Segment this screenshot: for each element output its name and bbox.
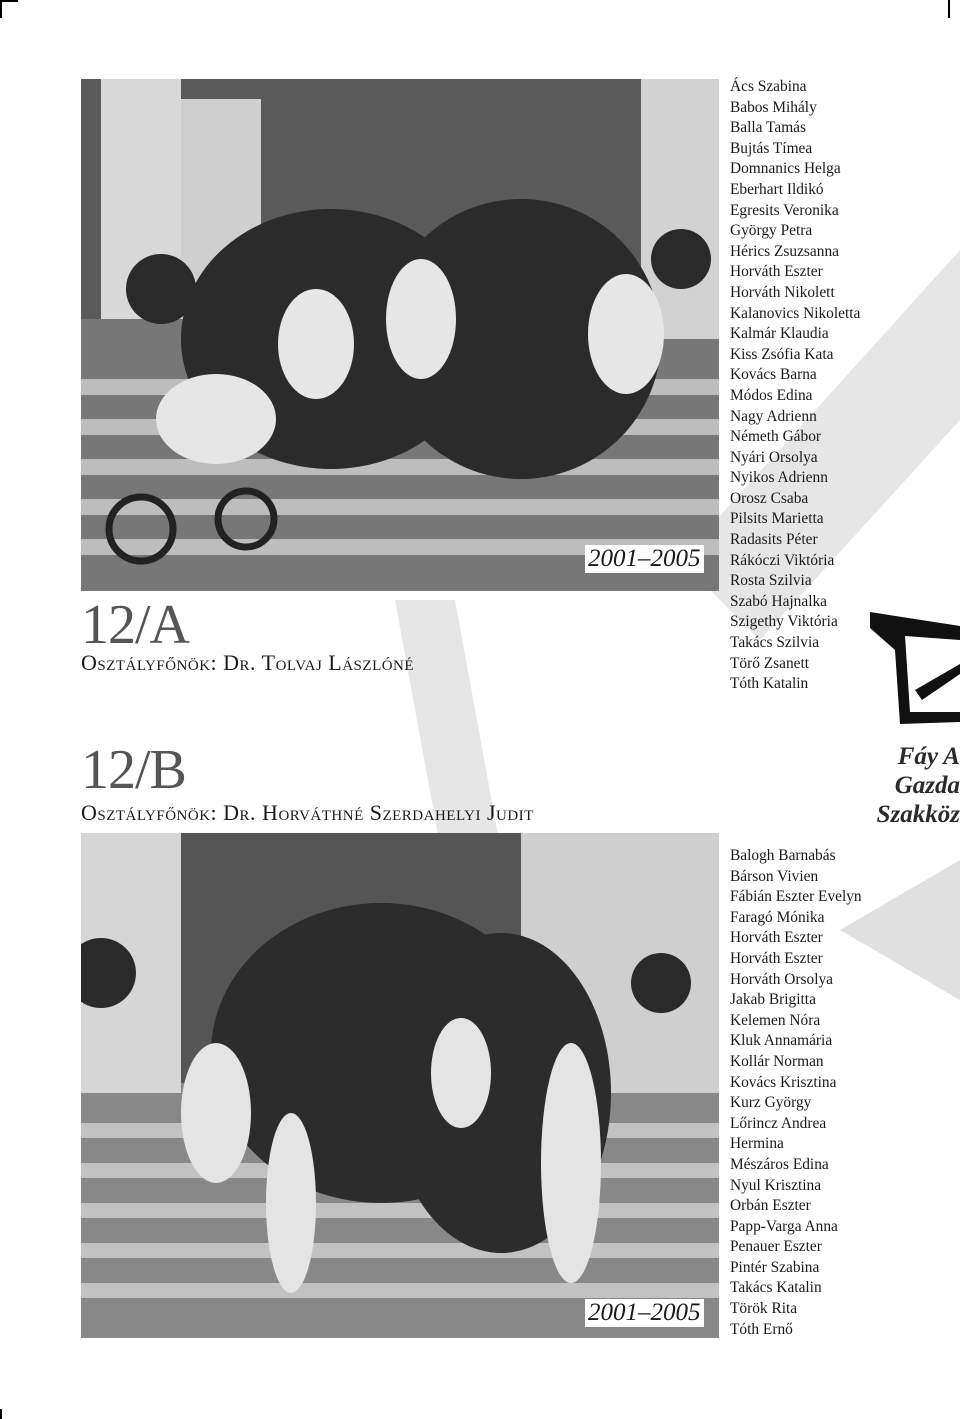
- list-item: Nyikos Adrienn: [730, 469, 828, 487]
- list-item: Radasits Péter: [730, 531, 818, 549]
- list-item: Hermina: [730, 1135, 784, 1153]
- list-item: Balogh Barnabás: [730, 847, 836, 864]
- list-item: Kollár Norman: [730, 1052, 824, 1070]
- list-item: Eberhart Ildikó: [730, 180, 824, 198]
- list-item: Kalmár Klaudia: [730, 325, 829, 343]
- class-b-photo: [81, 833, 719, 1338]
- list-item: Kelemen Nóra: [730, 1011, 821, 1029]
- list-item: Egresits Veronika: [730, 201, 839, 219]
- list-item: Papp-Varga Anna: [730, 1217, 838, 1235]
- list-item: Ács Szabina: [730, 78, 807, 95]
- list-item: Szabó Hajnalka: [730, 592, 828, 610]
- list-item: Tóth Ernő: [730, 1320, 793, 1338]
- list-item: Horváth Eszter: [730, 263, 823, 281]
- list-item: Horváth Eszter: [730, 929, 823, 947]
- class-a-student-list: [730, 77, 860, 695]
- class-b-title: 12/B: [81, 739, 186, 801]
- class-b-student-list: [730, 846, 862, 1340]
- list-item: Takács Katalin: [730, 1279, 822, 1297]
- school-name-line-2: Gazda: [894, 772, 960, 799]
- list-item: Faragó Mónika: [730, 908, 825, 926]
- list-item: Kluk Annamária: [730, 1032, 833, 1050]
- list-item: Módos Edina: [730, 386, 813, 404]
- list-item: Pilsits Marietta: [730, 510, 824, 528]
- list-item: Nyul Krisztina: [730, 1176, 822, 1194]
- list-item: Szigethy Viktória: [730, 613, 838, 631]
- list-item: Kurz György: [730, 1094, 812, 1112]
- list-item: Horváth Orsolya: [730, 970, 834, 988]
- list-item: Mészáros Edina: [730, 1155, 829, 1173]
- class-a-photo: [81, 79, 719, 591]
- list-item: Hérics Zsuzsanna: [730, 242, 839, 260]
- list-item: Rosta Szilvia: [730, 572, 812, 590]
- class-a-title: 12/A: [81, 594, 189, 656]
- list-item: Horváth Nikolett: [730, 283, 835, 301]
- list-item: Domnanics Helga: [730, 160, 841, 178]
- list-item: Kiss Zsófia Kata: [730, 345, 834, 363]
- list-item: Kalanovics Nikoletta: [730, 304, 861, 322]
- list-item: Bujtás Tímea: [730, 139, 813, 157]
- school-name: [877, 742, 960, 829]
- list-item: Fábián Eszter Evelyn: [730, 888, 862, 906]
- list-item: Németh Gábor: [730, 428, 822, 446]
- list-item: Tóth Katalin: [730, 675, 809, 693]
- list-item: Nagy Adrienn: [730, 407, 817, 425]
- list-item: Rákóczi Viktória: [730, 551, 835, 569]
- school-name-line-1: Fáy A: [897, 743, 960, 770]
- class-b-years: 2001–2005: [585, 1299, 704, 1327]
- list-item: Takács Szilvia: [730, 634, 820, 652]
- class-b-teacher: Osztályfőnök: Dr. Horváthné Szerdahelyi Judit: [81, 800, 534, 825]
- list-item: Törő Zsanett: [730, 654, 810, 672]
- list-item: Kovács Krisztina: [730, 1073, 837, 1091]
- list-item: György Petra: [730, 222, 813, 240]
- class-a-teacher: Osztályfőnök: Dr. Tolvaj Lászlóné: [81, 650, 415, 675]
- list-item: Orosz Csaba: [730, 489, 809, 507]
- list-item: Babos Mihály: [730, 98, 817, 116]
- list-item: Orbán Eszter: [730, 1197, 811, 1215]
- list-item: Balla Tamás: [730, 119, 806, 137]
- list-item: Bárson Vivien: [730, 867, 819, 885]
- list-item: Lőrincz Andrea: [730, 1114, 827, 1132]
- list-item: Horváth Eszter: [730, 949, 823, 967]
- list-item: Kovács Barna: [730, 366, 817, 384]
- school-name-line-3: Szakköz: [876, 801, 960, 828]
- list-item: Penauer Eszter: [730, 1238, 822, 1256]
- list-item: Pintér Szabina: [730, 1258, 820, 1276]
- class-a-years: 2001–2005: [585, 545, 704, 573]
- list-item: Jakab Brigitta: [730, 991, 816, 1009]
- list-item: Török Rita: [730, 1300, 798, 1318]
- list-item: Nyári Orsolya: [730, 448, 818, 466]
